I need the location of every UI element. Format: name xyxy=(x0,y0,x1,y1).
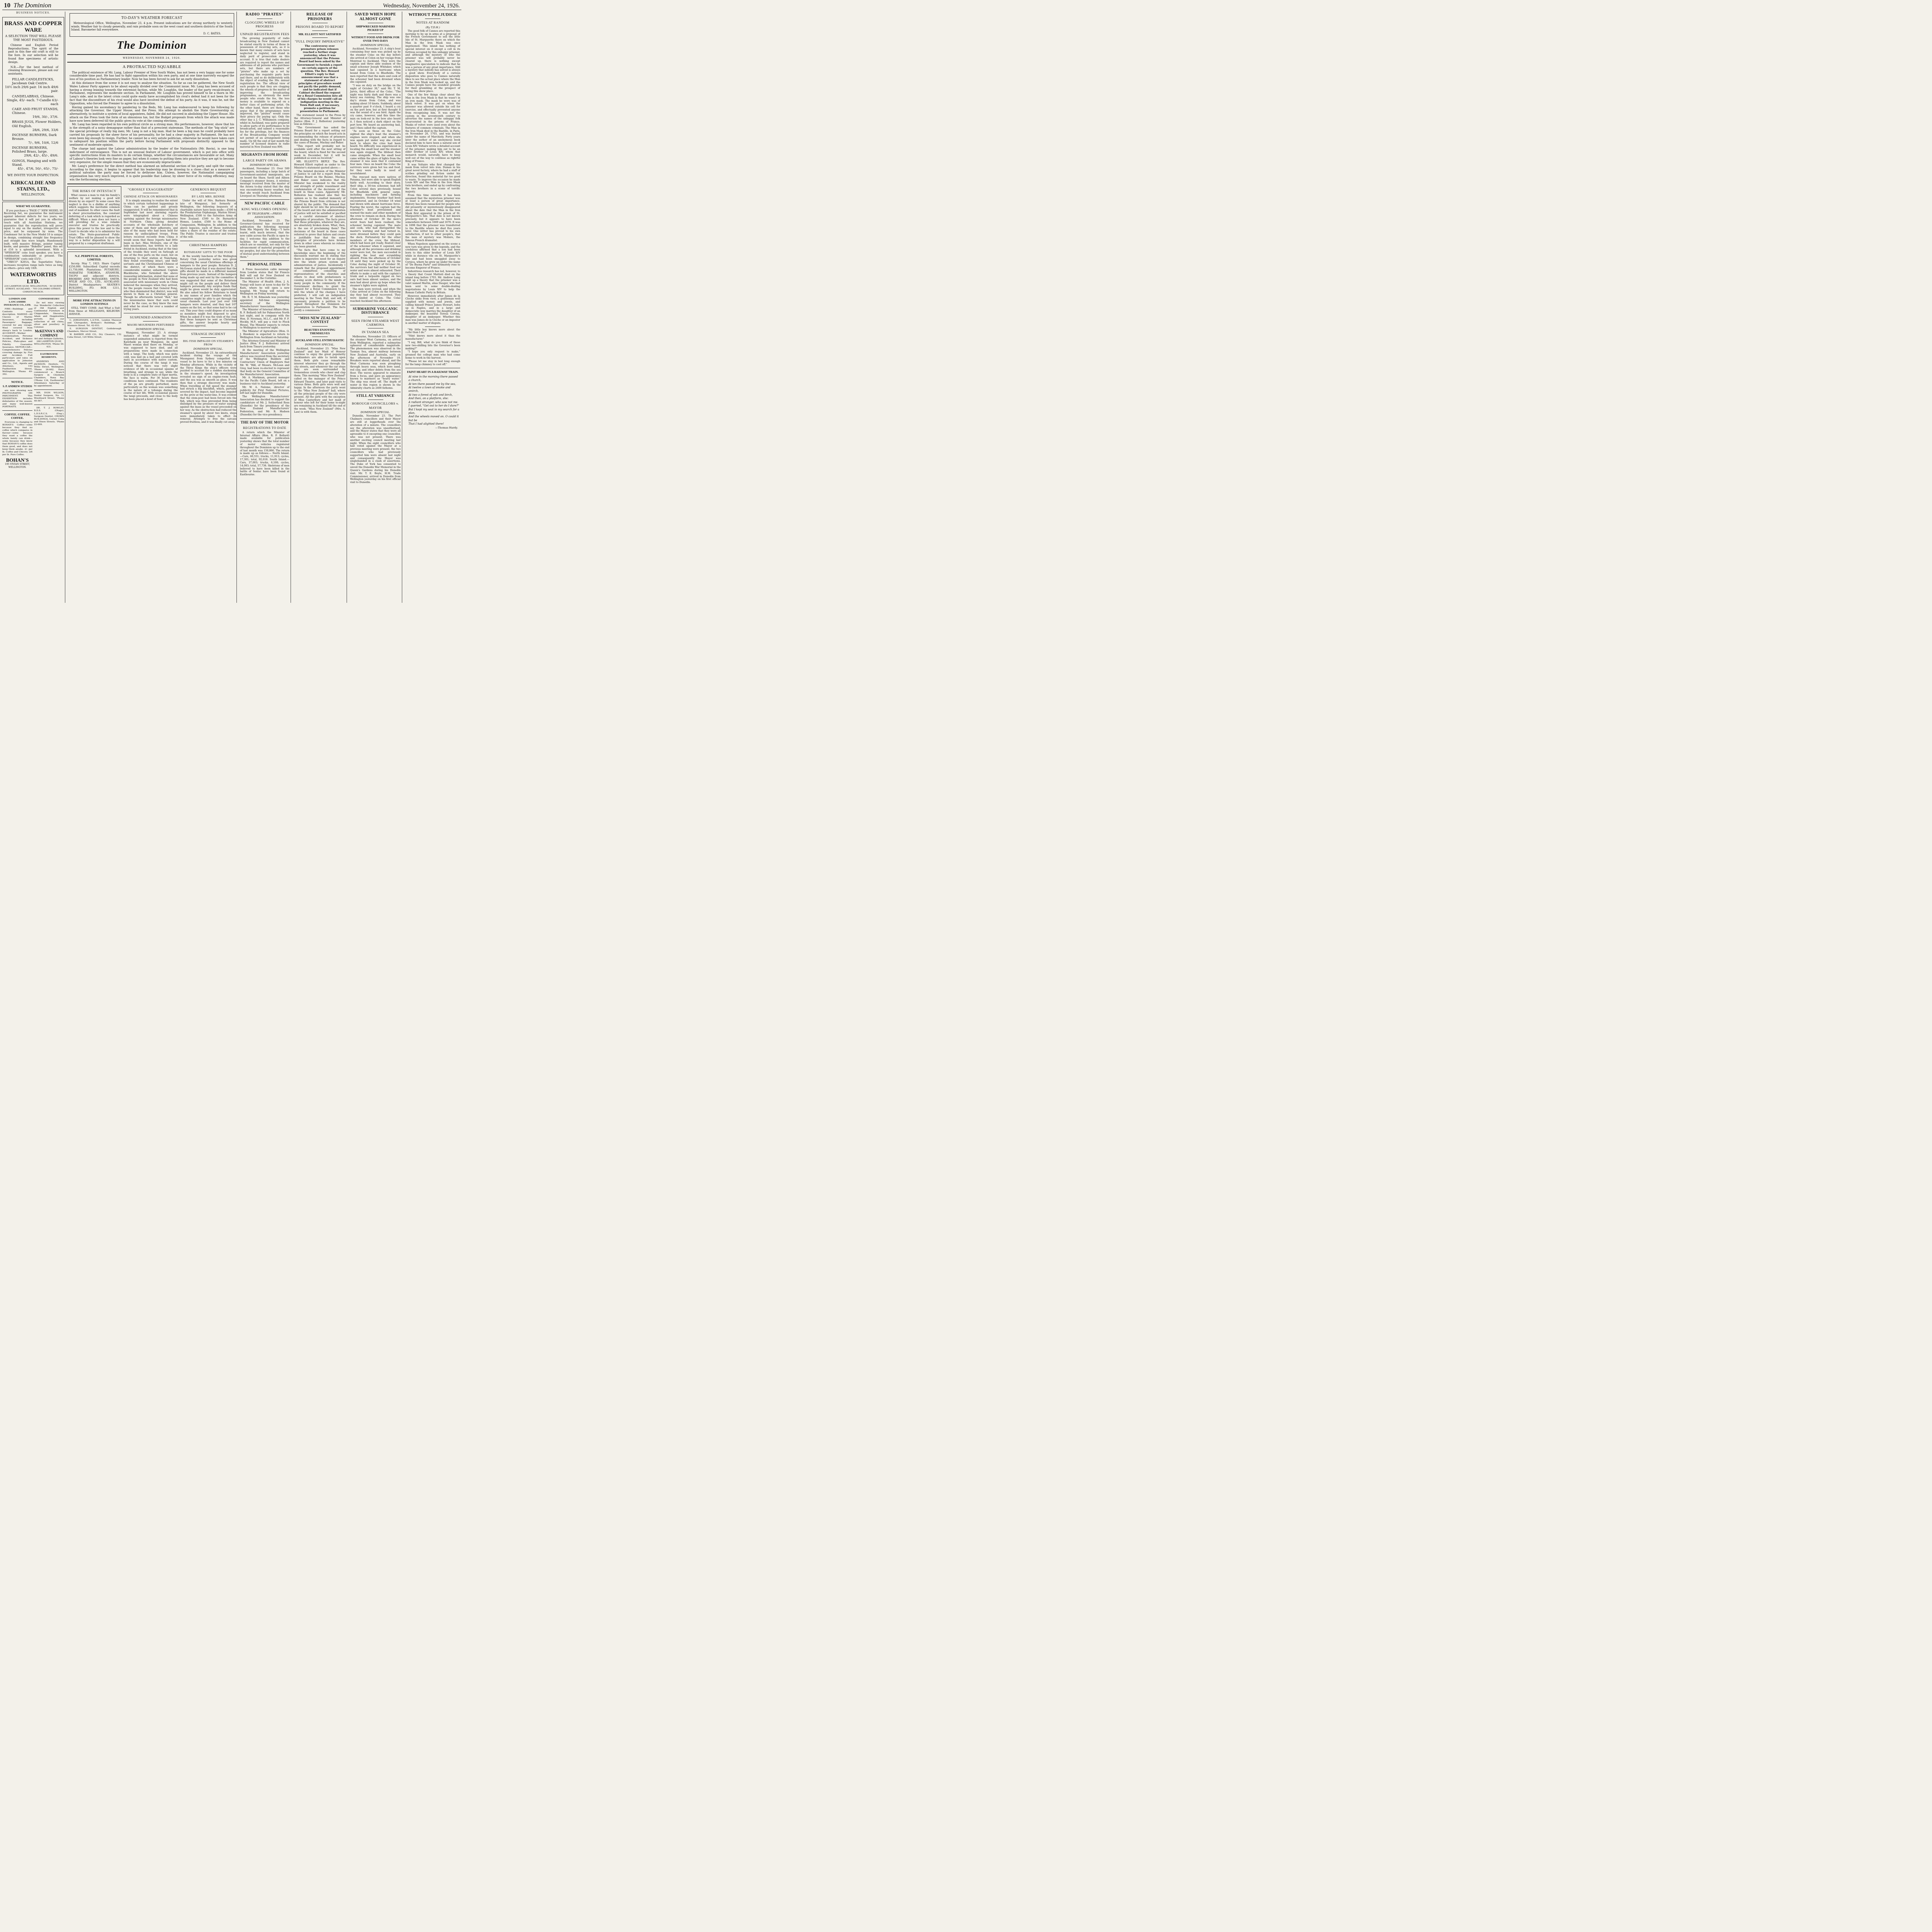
suspended-byline: DOMINION SPECIAL. xyxy=(136,327,166,331)
prejudice-paragraph: However, immediately after James de la Cloche sinks from view, a gentleman well supplied with money and jewels, and calling himself Prince James Stewart, bobs up in Naples, and in a large and democratic way marries the daughter of an innkeeper, the beautiful Teresa Corona, daughter of an innkeeper. Whether this man was James de la Cloche or an impostor is another matter of dispute. xyxy=(405,294,460,325)
release-paragraph: "The Government has asked the Prisons Board for a report setting out the principles on which the board acts in recommending the release of prisoners and dealing with the facts in regard to the cases of Baume, Mackay and Baker. xyxy=(294,126,345,145)
item-price: 10½ inch 29/6 pair. 16 inch 49/6 pair. xyxy=(5,85,58,93)
risks-title: THE RISKS OF INTESTACY xyxy=(72,189,117,193)
poem-line: At nine in the morning there passed a church, xyxy=(408,375,458,382)
london-text: FIRE—Buildings and Contents every description. MARINE—All Classes of Marine Insurance, including Passengers' Baggage, covered for any voyage. Wool covered from sheep's back to London. ACCIDENT—Worker Compensation, Personal Accident, and Sickness Policies, Plate-glass and Fidelity Guarantee Insurance. MOTOR-CAR—Comprehensive Policies covering damage by Fire and Accident. Full particulars and rates on application to Johnston and Co., Ltd., Agents and Attorneys, 103 Featherston Street, Wellington. 'Phone 40-302. xyxy=(2,308,32,376)
eastbourne-text: ANDREWS AND JACKSON, Dentists, 73 Willis Street, Wellington. 'Phone 26-662. Have commenced a Branch Surgery in Chisholm Chambers, Rona Bay ('Phone 134, Eastbourne) Attendance Saturday or by appointment. xyxy=(34,360,64,388)
waterworths-name: WATERWORTHS LTD. xyxy=(10,271,57,285)
cable-text: Auckland, November 23. The Governor-General has received for publication the following message from His Majesty the King:—"I have learnt, with much interest, that the new cable across the Pacific is open to-day. I welcome this addition to the facilities for rapid communication, which are so essential, not only for the advancement of material prosperity of my peoples, but also for the promotion of mutual good understanding between them." xyxy=(240,219,289,259)
quip: "My little boy knows more about the radio than I do." xyxy=(405,328,460,334)
poem-line: But I kept my seat in my search for a plan, xyxy=(408,408,459,415)
incident-byline: DOMINION SPECIAL. xyxy=(193,347,223,351)
andrew-text: are now showing new PHOTOGRAPHS ON PARCHMENT. This EXHIBITION includes debutantes of the season, and many well-known PORTRAITS. xyxy=(2,389,32,408)
quip: "I hope you only request to make," groaned the college man who had come home to work in the harvest. xyxy=(405,350,460,359)
personal-item: The Attorney-General and Minister of Justice (Hon. F. J. Rolleston) arrived back from Timaru yesterday. xyxy=(240,339,289,349)
release-subtitle-2: MR. ELLIOTT NOT SATISFIED xyxy=(298,32,341,36)
personal-item: At the meeting of the Wellington Manufacturers' Association yesterday advice was received from the secretary of the Wellington Builders and Contractors' Union of Employers that Mr. W. "Hill, of Messrs. McLean and Gray, had been re-elected to represent that body on the General Committee of the Manufacturers' Association. xyxy=(240,349,289,376)
brass-ad-item xyxy=(4,77,62,93)
andrew-title: S. P. ANDREW STUDIOS xyxy=(2,385,32,388)
divider xyxy=(2,410,32,411)
eastbourne-title: EASTBOURNE RESIDENTS. xyxy=(40,353,58,359)
migrants-text: Auckland, November 23. Over 500 passengers, including a large batch of Government-assisted immigrants, are on board the Shaw, Savill and Albion Company's steamer Arawa. A wireless message received from the master of the Arawa to-day stated that the ship was encountering heavy weather, but that she would reach Auckland from Liverpool on Thursday afternoon. xyxy=(240,167,289,197)
ureco-line: "URECO" X201A, the Superlative Valve, increases reception range lasts twice as long as others—price only 10/6. xyxy=(4,260,63,270)
poem-line: That I had alighted there! xyxy=(408,422,444,426)
ads-split xyxy=(2,296,64,469)
poem-author: —Thomas Hardy. xyxy=(435,426,458,429)
prejudice-paragraph: From this time onwards it has been assumed that the mysterious prisoner was at least a person of great importance. History has been ransacked for people who did presently or mysteriously disappeared about the date that the Man in the Iron Mask first appeared in the prison of St. Marguerite's Isle. That date is not known precisely, but it appears to have been somewhere between 1669 and 1670. It was in 1698 that the prisoner was transferred to the Bastille where he died five years later. One writer has proved to his own satisfaction, if not to other people's, that the man of mystery was Moliere, the famous French dramatist. xyxy=(405,193,460,242)
poem xyxy=(405,375,460,426)
prejudice-paragraph: The good folk of Cannes are reported this morning to be up in arms at a proposal of the French Government to sell the little Isle of St. Marguerite there on which the Man in the Iron Mask was once imprisoned. This island has nothing of special interest on it except a cell in its fortress occupied by this unhappy prisoner, and although the mystery of who the prisoner was will probably never be cleared up, there is nothing except imaginative speculation to indicate that he was a person of any great importance. Still a mystery that nobody has solved is always a good show. Everybody of a curious disposition who goes to Cannes naturally likes to see the actual place where the Man in the Iron Mask was locked up, and the Cannes people have the soundest grounds for their grumbling at the prospect of losing this show place. xyxy=(405,29,460,93)
masthead-date: WEDNESDAY, NOVEMBER 24, 1926. xyxy=(122,56,181,60)
item-price: 7/-, 9/6, 10/6, 12/6 xyxy=(28,141,58,145)
forests-title: N.Z. PERPETUAL FORESTS, LIMITED. xyxy=(75,254,114,262)
surgeon-ad: E. SURGEON DENTIST, Goldsbrough Chambers, Mercer Street. xyxy=(67,327,121,333)
miss-subtitle: BEAUTIES ENJOYING THEMSELVES xyxy=(304,328,335,335)
editorial-paragraph: The charge laid against the Labour administration by the leader of the Nationalists (Mr. Bavin), is one long indictment of extravagance. This is not an unusual feature of Labour government, which is put into office with specific instructions from its masters to do certain things, whether the circumstances are favourable or not. Many of Labour's theories look very fine on paper, but when it comes to putting them into practice they are apt to become very expensive, for the simple reason that they are economically impracticable. xyxy=(70,146,234,164)
personal-title: PERSONAL ITEMS xyxy=(247,263,282,267)
hampers-subtitle: ROTARIANS' GIFTS TO THE POOR xyxy=(184,250,233,254)
suspended-subtitle: MAORI MOURNERS PERTURBED xyxy=(127,323,174,327)
poem-line: A radiant stranger, who saw not me. xyxy=(408,400,459,404)
invite-line: WE INVITE YOUR INSPECTION. xyxy=(7,173,59,177)
cable-byline: BY TELEGRAPH.—PRESS ASSOCIATION. xyxy=(247,212,282,219)
bohans-address: 195 VIVIAN STREET, WELLINGTON. xyxy=(5,463,30,469)
masthead-rule xyxy=(67,62,236,63)
poem-line: At two a forest of oak and birch, xyxy=(408,393,453,396)
column-5 xyxy=(349,12,402,603)
quip: "I say, Bill, what do you think of these new two-shilling bits the Governor's been making?" xyxy=(405,340,460,350)
release-paragraph: "This report will probably not be available until after the next sitting of the board, which is fixed for the second week in December, but it will be published as soon as received." xyxy=(294,145,345,160)
saved-paragraph: Auckland, November 23. A ship's boat containing four men was picked up by the steamer Colac on the day before she arrived at Colon on her voyage from Montreal to Auckland. They were the captain and three able seamen of the small schooner Joseph Whitaker, which had capsized in a hurricane when bound from Colon to Bluefields. The men reported that the mate and cook of the schooner had been drowned when she capsized. xyxy=(350,47,401,84)
column-3 xyxy=(239,12,291,603)
column-6 xyxy=(404,12,461,603)
kirkcaldie-city: WELLINGTON. xyxy=(21,192,46,196)
release-paragraph: "The facts that have come to my knowledge since the beginning of the discussion warrant me in stating that there is imperative need for an inquiry into the whole prison system and administration of justice. Incidentally I remark that the proposed appointment of committees consisting of representatives of the churches and others to deal with probationers is causing acute distress to the minds of many people in the community. If the Government declines to grant the request for a Royal Commission to go into the whole of the charges I have preferred, I will call an indignation meeting in the Town Hall, and will, if necessary, promote a petition to be signed throughout the Dominion for presentation to Parliament. The facts justify a commission." xyxy=(294,248,345,312)
saved-title: SAVED WHEN HOPE ALMOST GONE xyxy=(355,12,396,21)
masthead-rule xyxy=(67,54,236,55)
editorial-paragraph: The political existence of Mr. Lang, Labour Premier of New South Wales, has not been a very happy one for some considerable time past. He has had to fight opposition within his own party, and at one time narrowly escaped the loss of his position as Parliamentary leader. Now he has been forced to ask for an early dissolution. xyxy=(70,70,234,81)
item-name: GONGS, Hanging and with Stand. xyxy=(12,158,56,167)
incident-text: Auckland, November 23. An extraordinary incident during the voyage of the Maunganui from Sydney compelled the vessel to be hove to for a few minutes on Monday afternoon. While in the vicinity of the Three Kings the ship's officers were puzzled to account for a sudden slackening in the steamer's speed. An investigation revealed no sign of an engine-room fault, and the sea was as smooth as glass. It was then that a strange discovery was made. When travelling at full speed the steamer had struck a big blackfish, which, partially severed by the impact, had become impaled on the prow at the water-line. It was evident that the stem-post had been forced into the fish, which was thus prevented from being dislodged by the pressure of water surging against the mass as the vessel proceeded on her way. As the obstruction had reduced the steamer's speed by about two knots, steps were immediately taken to effect its removal. Attempts to free the carcass proved fruitless, and it was finally cut away. xyxy=(180,351,236,424)
brass-ad-item xyxy=(4,94,62,106)
folio-header xyxy=(2,2,461,10)
divider xyxy=(294,314,345,315)
release-title: RELEASE OF PRISONERS xyxy=(306,12,333,21)
grossly-title: "GROSSLY EXAGGERATED" xyxy=(128,187,174,191)
poem-line: At twelve a town of smoke and smirch, xyxy=(408,386,451,393)
saved-subtitle-2: WITHOUT FOOD AND DRINK FOR OVER TWO DAYS xyxy=(351,35,400,43)
divider xyxy=(67,249,121,250)
personal-item: Mr. W. A. Nalome, director of publicity for First National Pictures, left last night for Dunedin. xyxy=(240,385,289,395)
attractions-text: STILL THEY COME: And What a Suit from these at MILLIGANS, KELBURN AVENUE. xyxy=(69,306,120,316)
dash xyxy=(201,248,216,249)
radio-ad xyxy=(2,202,64,295)
bohans-name: BOHAN'S xyxy=(6,457,29,463)
issue-date: Wednesday, November 24, 1926. xyxy=(383,3,460,9)
prejudice-paragraph: Industrious research has led, however, to a theory that Count Mattioli died on the island long before 1703. Mr. Andrew Lang built up a theory that the prisoner was a valet named Martin, alias Dauger, who had been sent to some double-dealing negotiations by Louis XIV to help the Roman Catholic Party in Britain. xyxy=(405,270,460,294)
saved-paragraph: The rescued men were natives of Panama, but were able to speak English fairly well. According to their story, their ship, a 50-ton schooner, had left Colon several days previously, bound for Bluefields with general cargo, including machinery and farming implements. Stormy weather had been encountered, and on October 18 wind had blown with almost hurricane force. Fearing the worst, the captain had the schooner's boat provisioned and warned the mate and other members of the crew to remain on deck. During the afternoon of October 30 the men's worst fears had been realised, the schooner having capsized. The mate and cook, who had disregarded the master's warning and had turned in, were drowned before they could gain the deck. Fortunately for the other members of the crew, the lifeboat, which had been got ready, floated clear of the schooner when it capsized, and although all the provisions and drinking water were lost, the men succeeded in righting the boat and scrambling aboard. From the afternoon of October 18 until they were picked up by the Colac during the night of October 30, the survivors had had neither food nor water and were almost exhausted. Their efforts to make a sail with the captain's trunk and a tarpaulin rigged on two oars had been almost useless, and the men had about given up hope when the steamer's lights were sighted. xyxy=(350,175,401,287)
motor-title: THE DAY OF THE MOTOR xyxy=(240,420,289,425)
guarantee-text: If you purchase a "PAGE C" NEW MODEL 10 Receiving Set, we guarantee the instrument against inherent defects for two years; we guarantee that it will put you in effective touch with all Australian Stations; we guarantee that the reproduction will prove equal to any on the market, irrespective of price, and be surpassed by none. The Condenser Set in the New Model 10 is unique in design, combining straight line frequency and straight line wave length. Handsomely built, with massive fittings, pointer tuning knobs, and genuine "Bakelite" panel, this set at £16 is a splendid investment. With a "SFERAVOX" cone loud speaker, you have a combination unbeatable at present. The "SFERAVOX" costs only £5/5/-. xyxy=(4,209,63,260)
brass-ad-item xyxy=(4,120,62,131)
prejudice-subtitle: NOTES AT RANDOM xyxy=(416,20,450,25)
brass-ad-item xyxy=(4,107,62,119)
ads-left xyxy=(2,296,32,469)
personal-item: The Minister of Health (Hon. J. A. Young) will leave at noon to-day for Te Kuiti, where he will open a new hospital. Mr. Young will return to Wellington on Friday morning. xyxy=(240,280,289,296)
brass-ad xyxy=(2,17,64,201)
barber-ad: W. BARBER AND CO., Dry Cleaners, 152 Cuba Street, 120 Willis Street. xyxy=(67,333,121,338)
risks-text: What causes a man to risk his family's welfare by not making a good will drawn by an expert? In some cases this neglect is due to a dislike of anything which suggests the inevitable common end of mankind. In other cases the fault is sheer procrastination, the constant deferring of a task which is regarded as difficult. When a man does not leave a will providing for a wise reliable executor and trustee he practically gives this power to the law and to the Court to decide who is to administer his estate. The State-guaranteed Public Trust Office will be pleased to show the way to a better disposition by a will prepared by a competent draftsman. xyxy=(69,194,120,245)
waterworths-addresses: 216 LAMBTON QUAY, WELLINGTON. · 50 QUEEN STREET, AUCKLAND. · 705 COLOMBO STREET, CHRISTCHURCH. xyxy=(4,285,62,293)
editorial-body xyxy=(67,71,236,182)
grossly-text: It is simply amazing to realise the extent to which certain turbulent happenings in China can be garbled and grossly exaggerated. It will be remembered that in September last most alarming reports were telegraphed about a Chinese uprising against the foreign missionaries in Northern China giving detailed accounts of the wholesale butchery of some of them and their adherents, and also of the many who had been held for ransom by undisciplined troops. From letters received recently from China it would seem that these reports had little basis in fact. Miss McQuire, one of the lady missionaries, has written to a lady friend in Auckland, stating that at the time of the trouble they were on furlough at one of the free ports on the coast, but on returning to their station at Nanchang, they found everything intact, and their servants and the Christianised Chinese of the district, of which there were a considerable number, unharmed. Captain Blackburne, who furnished the above reassuring information, stated that none of the people in New Zealand who had been associated with missionary work in China believed the messages when they arrived, for the people reason that General Feng, who then dominated that district, was well known to them as a Christian general. Though he afterwards turned "Red," but the missionaries knew that such could never be the case, as they knew the man and what he stood for over a number of trying years. xyxy=(124,199,178,311)
prejudice-paragraph: When Napoleon appeared on the scene a new turn was given to the legends, and the credulous affirmed that a son had been born to this elder brother of Louis XIV while in durance vile on St. Marguerite's Isle and had been smuggled away to Corsica, where he grew up under the name of "De Buona Parte" and ultimately rose to become Emperor of France. xyxy=(405,242,460,270)
item-name: BRASS JUGS, Flower Holders, Old English. xyxy=(12,120,62,128)
dash xyxy=(201,337,216,338)
bequest-subtitle: BY LATE MRS. BENNIE xyxy=(192,195,225,199)
item-price: 19/6, 30/-, 37/6. xyxy=(32,115,58,119)
motor-text: A return which the Minister of Internal Affairs (Hon. R. F. Bollard) made available for publication yesterday shows that the total number of motor vehicles registered throughout the Dominion up to the end of last month was 150,866. The return is made up as follows:— North Island.—Cars, 60,551; trucks, 11,913; cycles, 17,301; total, 92,618. South Island.—Cars, 37,003; trucks, 6,100; cycles, 14,083; total, 57,738. Skeletons of men believed to have been killed in the battle of Senlac have been found at Eastbourne. xyxy=(240,430,289,476)
incident-subtitle: BIG FISH IMPALED ON STEAMER'S PROW xyxy=(183,339,234,347)
cable-subtitle: KING WELCOMES OPENING xyxy=(242,207,288,211)
hampers-text: At the weekly luncheon of the Wellington Rotary Club yesterday notice was given concerning the usual Christmas offerings of hampers to the poor people. Rotarian D. J. McGowan stated that it was desired that the gifts should be made in a different manner from previous years. Instead of the hampers being made up and sent by the committee it was suggested that some of the Rotarians might call on the people and deliver their hampers personally. Any surplus funds that might be given would be duly appreciated. He also asked his fellow Rotarians to hand in any names of poor families which the committee might be able to get through the usual channels. Last year just over 100 hampers were donated, and they had 107 names on the list, so that some had to be cut out. This year they could dispose of as many as members might feel disposed to give. When he asked if it was the wish of the club that these hampers be sent as Christmas gifts, the answer bespoke hearty and unanimous approval. xyxy=(180,255,236,327)
dash xyxy=(257,30,272,31)
risks-ad xyxy=(67,186,121,247)
connoisseurs-text: Do not miss viewing Our Wonderful Collection of Old English and Continental Furniture in Chippendale, Sheraton, Adam and Hepplewhite periods. Also our collection of old china, silver and jewellery in Colonial. xyxy=(34,301,64,329)
lower-editorial-block xyxy=(67,186,236,515)
volcano-text: Melbourne, November 23. Officers of the steamer West Carmona, on arrival from Wellington, reported a submarine upheaval of considerable magnitude. The phenomenon was observed in the Tasman Sea, almost midway between New Zealand and Australia, early on the afternoon of November 19. Breakers were reported ahead, and the West Carmona was soon ploughing through heavy seas, which bore sand, red clay, and other debris from the sea floor. The waves appeared to emanate from a focus, and gave an appearance known to mariners as "heavy water." The ship was stood off. The depth of water in this region is shown in the Admiralty charts as 2400 fathoms. xyxy=(350,335,401,389)
personal-item: The Minister of Internal Affairs (Hon. R. F. Bollard) left for Palmerston North last night, and in company with the Hon. D. Newman, M.L.C., and Mr. F. F. Hockly, M.P., will pay a visit to Flock House. The Minister expects to return to Wellington to-morrow night. xyxy=(240,308,289,330)
divider xyxy=(240,418,289,419)
release-paragraph: The statement issued to the Press by the Attorney-General and Minister of Justice (Hon. F. J. Rolleston) yesterday was as follows:— xyxy=(294,114,345,126)
quip: "Please let me stay in bed long enough for the lamp chimney to cool off." xyxy=(405,359,460,366)
variance-subtitle: BOROUGH COUNCILLORS v. MAYOR xyxy=(352,401,399,410)
attractions-title: MORE FINE ATTRACTIONS IN LONDON SUITINGS xyxy=(73,298,116,306)
mckennas-address: Art and Antique Galleries, 246 LAMBTON QUAY, WELLINGTON. 'Phone 44-631. xyxy=(34,338,64,349)
connoisseurs-title: CONNOISSEURS! xyxy=(38,297,60,300)
editorial-paragraph: Having gained his ascendancy by pandering to the Reds, Mr. Lang has endeavoured to keep his following by attacking the Governor, the Upper House, and the Press. His attempt to abolish the State Governorship or, alternatively, to institute a system of local appointees, failed. He did not succeed in abolishing the Upper House. His attack on the Press took the form of an obnoxious tax, but the Budget proposals from which the attack was made have now been deferred till the public gives its vote at the coming elections. xyxy=(70,105,234,122)
prejudice-byline: (By T.D.H.) xyxy=(425,26,440,29)
divider xyxy=(240,260,289,261)
variance-text: Dunedin, November 23. The Port Chalmers councillors and their Mayor are still at loggerheads over the alteration of a minute. The councillors say the alteration was unauthorised, and the Mayor states that they were all agreeable to it excepting one councillor, who was not present. There was another exciting council meeting last night. When the eight councillors who had voted against the Mayor at a previous meeting were present, the two councillors who had previously supported him were absent last night and consequently the Mayor was singlehanded in a clash of assertions. The Duke of York has consented to unveil the Dunedin War Memorial in the Queen's Gardens during his Dunedin visit. Mr. T. E. Boyle, H.M. Trade Commissioner, arrived in Dunedin from Wellington yesterday on his first official visit to Dunedin. xyxy=(350,414,401,484)
guarantee-title: WHAT WE GUARANTEE. xyxy=(15,204,51,208)
weather-box xyxy=(70,13,234,37)
jorgensen-ad: C. JORGENSEN, L.S.T.M., London Masseur and Chiropodist, Brittain's Buildings, 26 Manners Street. Tel. 42-053. xyxy=(67,319,121,327)
poem-line: And the wheels moved on. O could it but be xyxy=(408,415,459,422)
personal-item: The Minister of Agriculture (Hon. O. J. Hawken) is expected to return to Wellington from Auckland on Saturday. xyxy=(240,330,289,339)
saved-paragraph: The men were revived, and when the Colac arrived at Colon on the following day they had almost recovered. They were landed at Colon. The Colac reached Auckland this afternoon. xyxy=(350,287,401,303)
editorial-paragraph: Mr. Lang's preference for the direct method has alarmed an influential section of his party, and split the ranks. According to the signs, it begins to appear that his leadership may be drawing to a close—that as a measure of political salvation the party may be forced to dethrone him. Unless, however, the Nationalist campaigning organisation has very much improved, it is quite possible that Labour, by sheer force of its voting efficiency, may win the forthcoming election. xyxy=(70,164,234,181)
forests-text: Incorp. May 7, 1923. Share Capital £250,000. Subscribed Capital exceeds £1,750,000. Plantations: PUTARURU, MARAETAI TOKOROA, ATIAMURI, TAUPO and adjacent districts. BROKERS AND MANAGERS: SMITH, WYLIE AND CO., LTD., AUCKLAND. District Headquarters: SEATER'S BUILDING, P.O. BOX 1211, WELLINGTON. xyxy=(69,262,120,293)
volcano-title: SUBMARINE VOLCANIC DISTURBANCE xyxy=(352,307,398,315)
dash xyxy=(312,37,328,38)
miss-byline: DOMINION SPECIAL. xyxy=(305,343,335,347)
weather-text: Meteorological Office, Wellington, November 23, 4 p.m. Present indications are for strong northerly to westerly winds. Weather fair to cloudy generally, and rain probable soon on the west coast and southern districts of the South Island. Barometer fall everywhere. xyxy=(71,22,233,32)
saved-paragraph: "As soon as those on the Colac sighted the ship's boat the steamer's engines were stopped, and when she was again put under way she circled back to where the cries had been heard. No difficulty was experienced in locating the small boat and the steamer was again stopped. The lifeboat then came alongside. When the small boat came within the glare of lights from the steamer it was seen that it contained four men. Once on board the Colac the survivors were given hot tea and food, for they were badly in need of nourishment. xyxy=(350,129,401,175)
coffee-title: COFFEE. COFFEE. COFFEE. xyxy=(4,413,31,420)
item-price: Single, 45/- each. 7-Candle 63/- each xyxy=(7,98,58,106)
divider xyxy=(34,350,64,351)
radio-text: The growing popularity of radio broadcasting in New Zealand cannot be stated exactly in terms of those in possession of receiving sets, as it is known that many owners of sets have neglected to register, and stand in daily peril of prosecution on this account. It is true that radio dealers are required to report the names and addresses of all persons who purchase sets, but there are numbers of "pirates" who make up a set by purchasing the requisite parts here and there, and so do deliberately with the object of evading the 30s. annual registration fee. The official view of such people is that they are clogging the wheels of progress in the matter of improving the broadcasting programmes, as obviously the more people who evade the fee, the less money is available to expend on a better class of performing artist. On the other hand, there are those who argue that if the programmes were improved, the "pirates" would cease their piracy (by paying up). Only the other day a J. C. Williamson company, whilst in Auckland, was quite prepared to allow parts of its performance to be broadcasted, and named a reasonable fee for the privilege, but the finances of the Broadcasting Company would not permit of an arrangement being made. Up till the end of last month the number of licensed dealers in radio material in New Zealand was 806. xyxy=(240,37,289,149)
kirkcaldie-name: KIRKCALDIE AND STAINS, LTD., xyxy=(11,179,56,192)
item-name: INCENSE BURNERS, Dark Bronze. xyxy=(12,133,57,141)
section-label: BUSINESS NOTICES. xyxy=(16,12,51,14)
bequest-text: Under the will of Mrs. Barbara Bennie, late of Wanganui, but formerly of Wellington, the following bequests of a charitable nature have been made:—£500 to the Presbyterian Orphanage, Marion Street, Wellington. £500 to the Salvation Army of New Zealand. £500 to Dr. Barnardo's Homes, London. £500 to the Home of Compassion, Wellington. In addition to the above legacies, each of these institutions takes a share of the residue of the estate. The Public Trustee is executor and trustee of the will. xyxy=(180,199,236,238)
subcolumn-right xyxy=(180,186,236,515)
personal-item: The Wellington Manufacturers' Association has decided to support the candidature of Mr. J. Sutherland Ross (Dunedin) for the presidency of the New Zealand Manufacturers' Federation, and Mr. R. Hudson (Dunedin) for the vice-presidency. xyxy=(240,395,289,417)
miss-subtitle-2: AUCKLAND STILL ENTHUSIASTIC xyxy=(295,338,345,342)
item-name: PILLAR CANDLESTICKS, Jacobean Oak Centre. xyxy=(12,77,54,85)
saved-byline: DOMINION SPECIAL. xyxy=(361,44,390,47)
brass-ad-item xyxy=(4,146,62,157)
forests-ad xyxy=(67,252,121,295)
rowley-ad: DR. T. J. ROWLEY, B.D.S. (Otago), L.D.S.R.C.S. (Eng.), Surgeon Dentist, CROWN BUILDINGS, Corner Cuba and Dixon Streets. 'Phone 22-699. xyxy=(34,407,64,426)
bequest-title: GENEROUS BEQUEST xyxy=(190,187,226,191)
ivon-wilson-ad: MR. IVON WILSON, Dental Surgeon, No. 11 Woodward Street. 'Phone 40-567. xyxy=(34,392,64,403)
divider xyxy=(34,389,64,390)
london-title: LONDON AND LANCASHIRE INSURANCE CO., LTD. xyxy=(3,297,31,306)
radio-subtitle-2: UNPAID REGISTRATION FEES xyxy=(240,32,289,36)
poem-line: I queried, "Get out to her do I dare?" xyxy=(408,404,459,408)
column-4 xyxy=(293,12,347,603)
quip: "Stint knows more about it than the manufacturer." xyxy=(405,334,460,341)
migrants-byline: DOMINION SPECIAL. xyxy=(250,163,280,167)
brass-ad-intro: Chinese and English Period Reproductions. The spirit of the past in this fine old craft is still to the fore. In our selection will be found fine specimens of artistic design. xyxy=(8,43,58,64)
release-subtitle-3: "FULL INQUIRY IMPERATIVE" xyxy=(294,39,345,43)
brass-ad-subtitle: A SELECTION THAT WILL PLEASE THE MOST FASTIDIOUS. xyxy=(5,34,61,42)
page-number: 10 xyxy=(4,2,10,9)
variance-title: STILL AT VARIANCE xyxy=(356,394,395,398)
motor-subtitle: REGISTRATIONS TO DATE xyxy=(243,426,287,430)
suspended-text: Wanganui, November 23. A strange instance of what might be termed suspended animation is reported from the Kaiwhaiki pa near Wanganui. An aged Maori woman died there on Monday, or was supposed to have died, and all preparations were made in connection with a tangi. The body, which was quite cold, was laid on a bed and covered with mats in accordance with native custom. During the course of the tangi it was noticed that there was very slight evidence of life in occasional spasms of breathing, and strange to say, while the body is in a complete state of rigor mortis, the face is warm. For 36 hours these conditions have continued. The residents of the pa are greatly perturbed, more particularly as the woman was something in the nature of a tohunga during the course of her life. With occasional pauses the tangi proceeds, and close to the body has been placed a bowl of food. xyxy=(124,331,178,401)
variance-byline: DOMINION SPECIAL. xyxy=(361,410,390,414)
item-name: CAKE AND FRUIT STANDS, Chinese. xyxy=(12,107,59,115)
miss-text: Auckland, November 23. "Miss New Zealand" and her Maid of Honour continue to enjoy the great popularity Aucklanders are able to lavish upon them. Both girls cause remarkable interest wherever they go through the city streets, and whenever the car stops they are soon surrounded by tremendous crowds who cheer and clap them. This morning "Miss New Zealand" called on the manager of the Prince Edward Theatre, and later paid visits to various firms. Both girls were well and happy. In the afternoon the party went to the "Miss New Zealand" ball, where all the principal people of the city were present. All the girls with the exception of Miss Canterbury and her maid of honour who left for their home to-night are remaining in Auckland till the end of the week. "Miss New Zealand" (Mrs. A. Law) is with them. xyxy=(294,347,345,413)
item-name: CANDELABRAS, Chinese. xyxy=(12,94,55,98)
editorial-paragraph: At this distance from the scene it is not easy to analyse the situation. So far as can be gathered, the New South Wales Labour Party appears to be about equally divided over the Communist issue. Mr. Lang has been accused of having a strong leaning towards the extremist faction, while Mr. Loughlin, the leader of the party recalcitrants in Parliament, represents the moderate section. In Parliament, Mr. Loughlin has proved himself to be a thorn in Mr. Lang's side, and in the latest crisis could quite easily have accomplished his rival's defeat had it not been for the fact that the discomfiture of his rival would also have involved the defeat of his party. As it was, it was he, not the Opposition, who forced the Premier to agree to a dissolution. xyxy=(70,81,234,105)
personal-item: Mr. A. Markman, general manager for the Pacific Cable Board, left on a business visit to Auckland yesterday. xyxy=(240,376,289,385)
weather-title: TO-DAY'S WEATHER FORECAST xyxy=(121,16,183,20)
radio-title: RADIO "PIRATES" xyxy=(245,12,284,17)
poem-line: And then, on a platform, she: xyxy=(408,397,449,400)
incident-title: STRANGE INCIDENT xyxy=(191,332,226,336)
grossly-subtitle: CHINESE ATTACK ON MISSIONARIES xyxy=(124,195,178,199)
brass-ad-item xyxy=(4,133,62,145)
release-paragraph: "The belated decision of the Minister of Justice to call for a report from the Prisons Board on the Baume, Mackay, and Baker cases indicates that the Minister has awakened to the reality and strength of public resentment and condemnation of the decisions of the board in these cases. Apparently Mr. Rolleston has realised also that his opinion as to the exalted immunity of the Prisons Board from criticism is not shared by the public. The demand that light should be let into the proceedings of the board and into the administration of justice will not be satisfied or pacified by a careful statement of abstract principles of procedure. The facts prove that these principles, whatever they are, are absolutely broken down. What, then, is the use of proclaiming them? The decisions of the board in these cases referred to prove that failure and create a justifiable fear that the same principles of procedure have broken down in other cases wherein no release has been granted. xyxy=(294,169,345,248)
mckennas-name: McKENNA'S AND COMPANY xyxy=(35,329,63,338)
poem-line: At ten there passed me by the sea, xyxy=(408,382,456,386)
miss-title: "MISS NEW ZEALAND" CONTEST xyxy=(298,316,342,325)
notice-title: NOTICE. xyxy=(11,380,24,384)
prejudice-title: WITHOUT PREJUDICE xyxy=(408,12,457,17)
editorial-title: A PROTRACTED SQUABBLE xyxy=(122,65,181,70)
subcolumn-left xyxy=(67,186,121,515)
release-subtitle: PRISONS BOARD TO REPORT xyxy=(296,25,344,29)
radio-subtitle: CLOGGING WHEELS OF PROGRESS xyxy=(245,20,285,29)
item-price: 45/-, 47/6, 50/-, 65/-, 75/- xyxy=(17,166,58,170)
column-advertisements xyxy=(2,12,64,603)
personal-item: A Press Association cable message from London states that Sir Francis Bell will sail for New Zealand on December 3, in the Corinthic. xyxy=(240,267,289,280)
brass-ad-item xyxy=(4,159,62,170)
release-deck: The controversy over premature prison releases reached a further stage yesterday, when it was announced that the Prisons Board had been asked by the Government to furnish a report on certain aspects of the question. The Rev. Howard Elliott's reply to that announcement was that a statement of abstract principles of procedure would not pacify the public demand, and he indicated that if Cabinet declined the request for a Royal Commission into all of his charges he would call an indignation meeting in the Town Hall and, if necessary, promote a petition for presentation to Parliament. xyxy=(297,44,342,113)
release-paragraph: MR. ELLIOTT'S REPLY. The Rev. Howard Elliott replied as under to the Minister's statement quoted above:— xyxy=(294,160,345,169)
ads-right xyxy=(34,296,64,469)
coffee-text: Everyone is changing to BOHAN'S Coffee—some because they find no coffee which compares in flavour—some because they want a coffee the whole family can drink—some because they know that BOHAN'S coffee does them good, and does not keep them awake. 2/- per lb. Coffee and Chicory. 3/6 per lb. Pure Coffee. xyxy=(2,421,32,456)
divider xyxy=(240,199,289,200)
prejudice-paragraph: It was Voltaire who first changed the mask from velvet into iron. Dumas in his great novel factory, where he had a staff of scribes grinding out fiction under his direction, found this material far too good to waste. To improve the occasion he made Louis XIV and the Man in the Iron Mask twin brothers, and ended up by confronting the two brothers in a scene of terrific majesty. xyxy=(405,163,460,193)
dash xyxy=(312,326,328,327)
hampers-title: CHRISTMAS HAMPERS xyxy=(189,243,228,247)
column-editorial xyxy=(67,12,236,603)
saved-subtitle: SHIPWRECKED MARINERS PICKED UP xyxy=(355,25,395,32)
weather-signature: D. C. BATES. xyxy=(203,32,221,35)
brass-ad-note: N.B.—For the best method of cleaning Brassware, please ask our assistants. xyxy=(8,65,58,76)
prejudice-paragraph: One of the few things clear about the Man in the Iron Mask is that he wasn't in an iron mask. The mask he wore was of black velvet. It was put on when the prisoner was allowed outside his cell for exercise, and effectually prevented anyone from recognising him. It was not the custom in the seventeenth century to advertise the names of the unhappy folk incarcerated in the prisons of France. Masks of velvet were used even about the features of common criminals. The Man in the Iron Mask died in the Bastille, in Paris, on November 20, 1703, and was buried under the name of Marchioly. Forty years later the author of an anonymous book declared him to have been a natural son of Louis XIV. Voltaire wrote a detailed account of the prisoner, making him out to be an elder brother of Louis XIV, whom that monarch would, naturally, have to keep well out of the way to continue as rightful King of France. xyxy=(405,93,460,163)
migrants-title: MIGRANTS FROM HOME xyxy=(241,153,288,157)
suspended-title: SUSPENDED ANIMATION xyxy=(130,315,172,320)
migrants-subtitle: LARGE PARTY ON ARAWA xyxy=(243,158,287,162)
volcano-subtitle-2: IN TASMAN SEA xyxy=(362,330,389,334)
newspaper-page xyxy=(0,0,464,604)
item-price: 29/6, 42/-, 45/-, 49/6. xyxy=(24,153,58,158)
paper-name: The Dominion xyxy=(14,2,51,9)
cable-title: NEW PACIFIC CABLE xyxy=(245,202,285,206)
masthead: The Dominion xyxy=(117,39,187,52)
editorial-paragraph: Mr. Lang has been regarded in his own political circle as a strong man. His performances, however, show that his is the strength of a noisy demagogue rather than that of a prescient statesman. The methods of the "big stick" are the special privilege of really big men; Mr. Lang is not a big man. Had he been a big man he could probably have carried his proposals by the sheer force of his personality, for he had a clear majority in Parliament. He has not even been big enough to resign. Further, he cannot be a very astute politician, otherwise he would have taken care to safeguard his position within the party before facing Parliament with proposals distinctly opposed to the sentiment of moderate opinion. xyxy=(70,122,234,147)
volcano-subtitle: SEEN FROM STEAMER WEST CARMONA xyxy=(351,318,400,327)
personal-item: Mr. R. T. M. Edmonds was yesterday appointed full-time organising secretary of the Wellington Manufacturers' Association. xyxy=(240,296,289,308)
item-name: INCENSE BURNERS, Polished Brass, large. xyxy=(12,146,48,154)
poem-title: FAINT HEART IN A RAILWAY TRAIN. xyxy=(407,370,459,374)
brass-ad-title: BRASS AND COPPER WARE xyxy=(4,20,62,34)
milligans-ad xyxy=(67,296,121,318)
subcolumn-middle xyxy=(124,186,178,515)
saved-paragraph: "I was on duty on the bridge on the night of October 30," said Mr. T. M. Jarvis, third officer of the Colac. "The night was fairly dark and there was a heavy sea running. The ship was one day's steam from Colon, and was making about 10 knots. Suddenly, about a quarter past 9 o'clock, I heard a cry on the port bow, but at first thought it was the sound of a sea bird. Again the cry came, however, and this time the man on look-out in the bow also heard it. I then noticed a dark object on the port bow. We heard an answering hail, and I then called the captain. xyxy=(350,84,401,129)
item-price: 28/6, 29/6, 33/6 xyxy=(32,128,58,132)
